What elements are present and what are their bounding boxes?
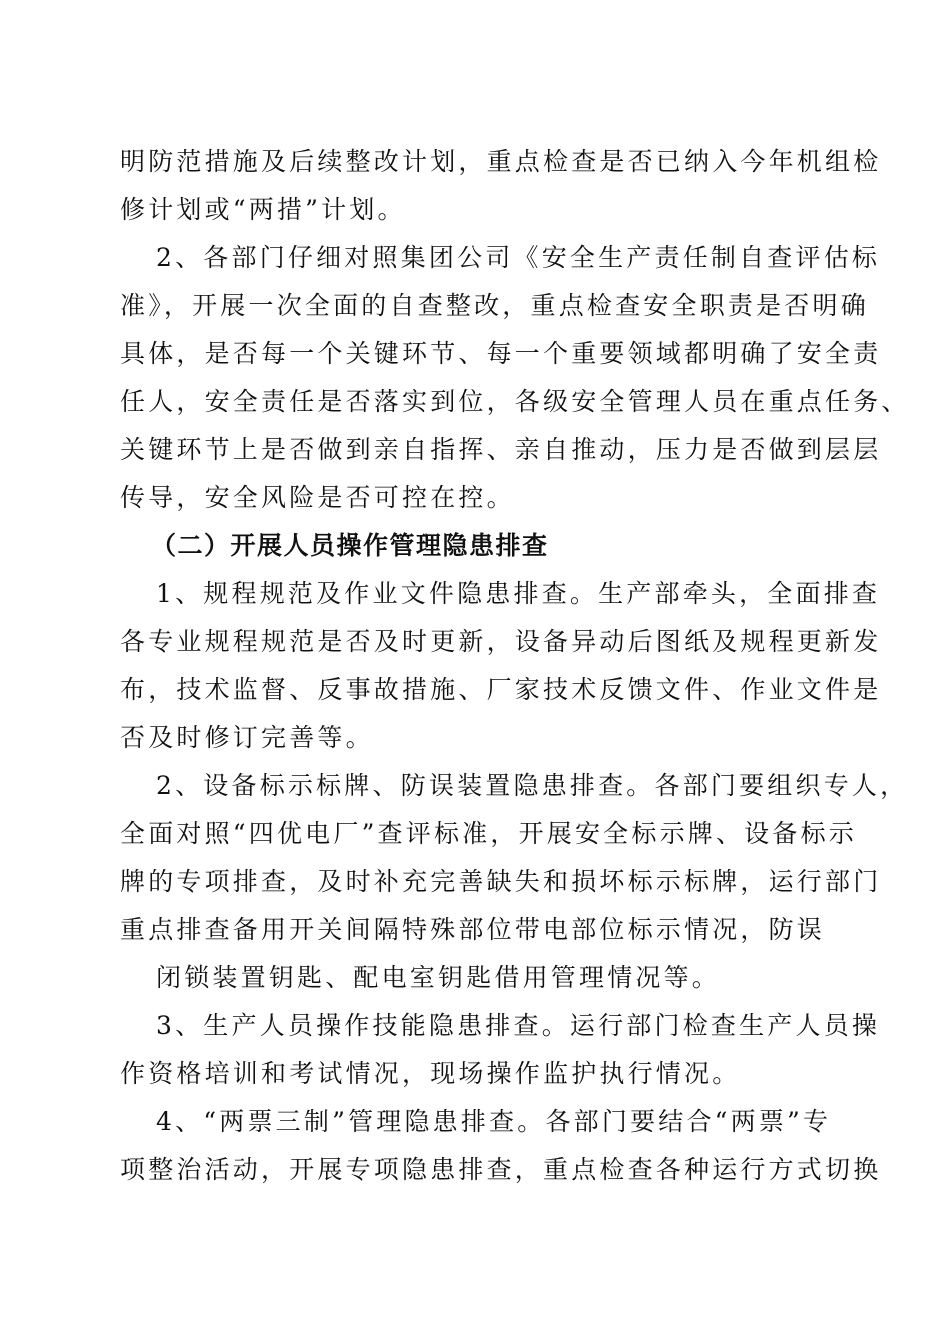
text-line: 具体，是否每一个关键环节、每一个重要领域都明确了安全责 [120,339,882,368]
text-line: 布，技术监督、反事故措施、厂家技术反馈文件、作业文件是 [120,675,882,704]
text-line: 1、规程规范及作业文件隐患排查。生产部牵头，全面排查 [156,579,881,608]
text-line: 重点排查备用开关间隔特殊部位带电部位标示情况，防误 [120,915,826,944]
text-line: 3、生产人员操作技能隐患排查。运行部门检查生产人员操 [156,1011,881,1040]
text-line: 2、各部门仔细对照集团公司《安全生产责任制自查评估标 [156,243,881,272]
text-line: 4、“两票三制”管理隐患排查。各部门要结合“两票”专 [156,1107,832,1136]
text-line: 准》，开展一次全面的自查整改，重点检查安全职责是否明确 [120,291,869,320]
text-line: 作资格培训和考试情况，现场操作监护执行情况。 [120,1059,741,1088]
text-line: 否及时修订完善等。 [120,723,374,752]
text-line: 明防范措施及后续整改计划，重点检查是否已纳入今年机组检 [120,147,882,176]
text-line: 2、设备标示标牌、防误装置隐患排查。各部门要组织专人， [156,771,909,800]
text-line: 全面对照“四优电厂”查评标准，开展安全标示牌、设备标示 [120,819,857,848]
section-heading: （二）开展人员操作管理隐患排查 [151,531,549,560]
text-line: 关键环节上是否做到亲自指挥、亲自推动，压力是否做到层层 [120,435,882,464]
text-line: 牌的专项排查，及时补充完善缺失和损坏标示标牌，运行部门 [120,867,882,896]
text-line: 项整治活动，开展专项隐患排查，重点检查各种运行方式切换 [120,1155,882,1184]
text-line: 传导，安全风险是否可控在控。 [120,483,515,512]
text-line: 任人，安全责任是否落实到位，各级安全管理人员在重点任务、 [120,387,910,416]
text-line: 修计划或“两措”计划。 [120,195,406,224]
text-line: 闭锁装置钥匙、配电室钥匙借用管理情况等。 [156,963,721,992]
text-line: 各专业规程规范是否及时更新，设备异动后图纸及规程更新发 [120,627,882,656]
